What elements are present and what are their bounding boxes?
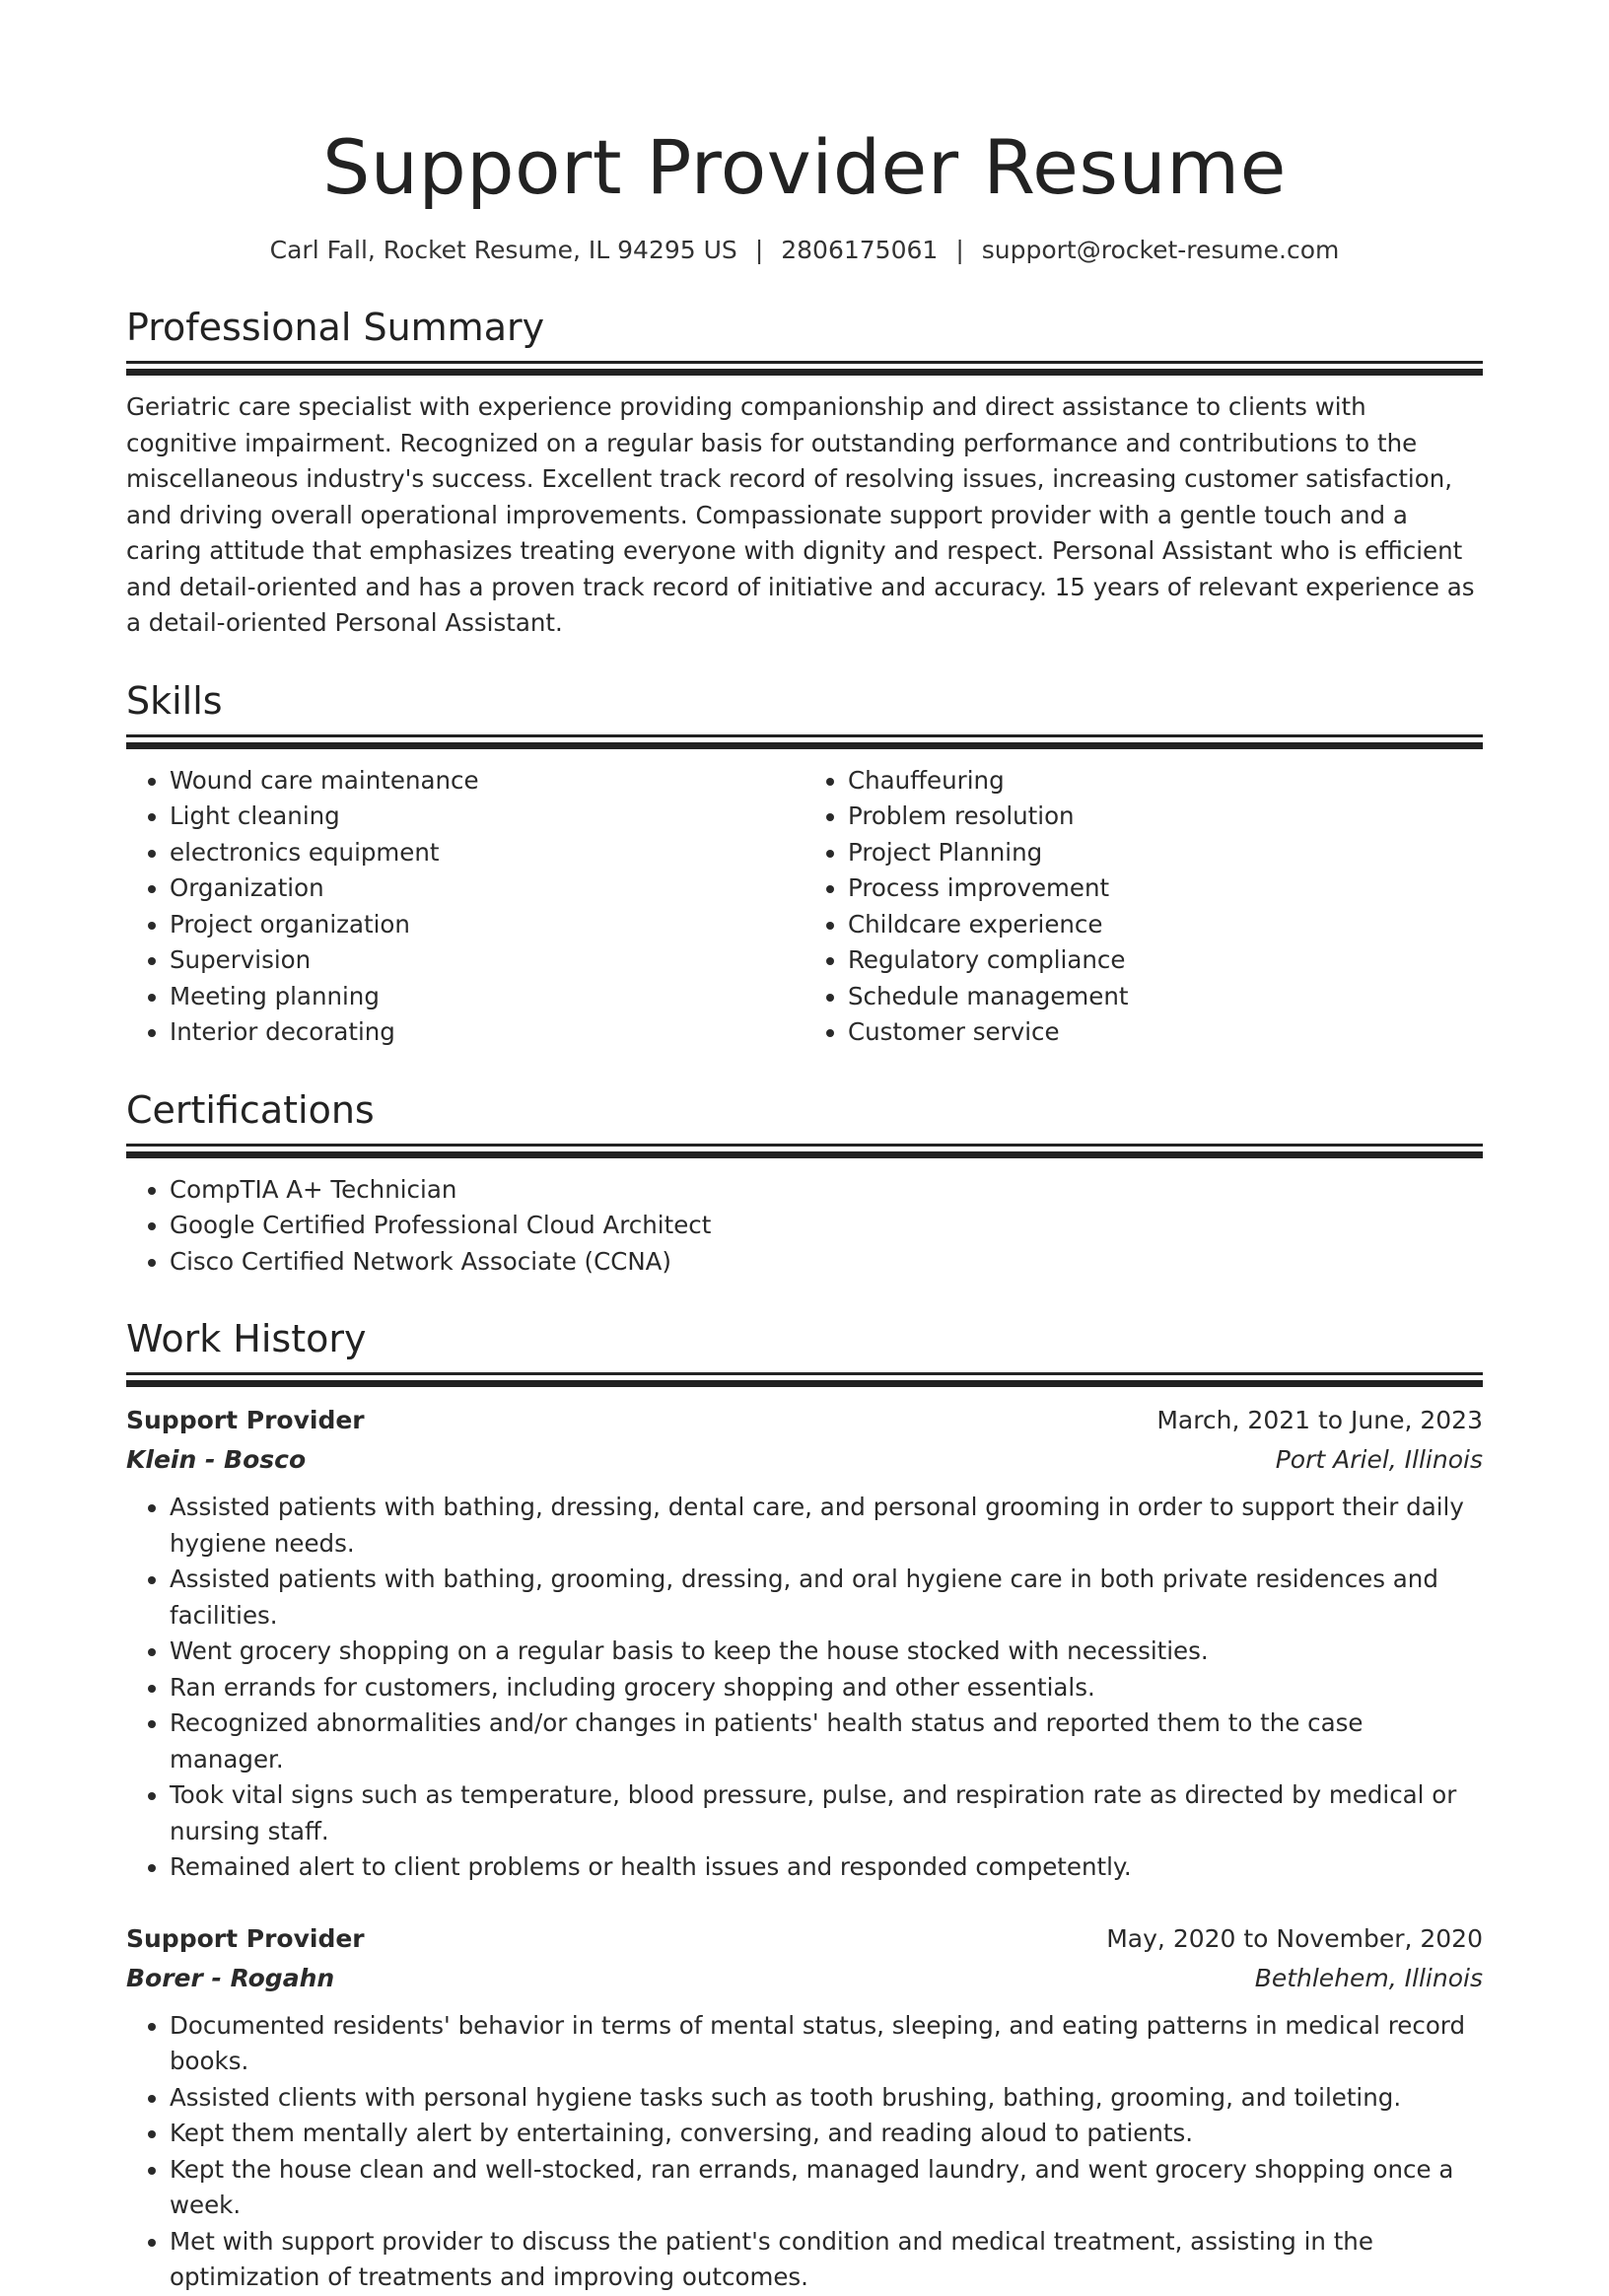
certification-item: • CompTIA A+ Technician xyxy=(170,1172,1483,1209)
job-duty: • Kept them mentally alert by entertaining, conversing, and reading aloud to patients. xyxy=(170,2116,1483,2152)
skill-item: • Process improvement xyxy=(848,870,1483,907)
summary-heading: Professional Summary xyxy=(126,306,545,349)
certification-item: • Cisco Certified Network Associate (CCNA) xyxy=(170,1244,1483,1281)
contact-address: Carl Fall, Rocket Resume, IL 94295 US xyxy=(269,236,737,264)
job-duties xyxy=(126,2008,1483,2296)
job-duty: • Documented residents' behavior in terms of mental status, sleeping, and eating patterns in medical record books. xyxy=(170,2008,1483,2080)
section-divider-thick xyxy=(126,369,1483,376)
contact-separator: | xyxy=(955,236,964,264)
summary-section xyxy=(126,304,1483,642)
contact-phone: 2806175061 xyxy=(781,236,939,264)
skill-item: • Project Planning xyxy=(848,835,1483,871)
job-duty: • Assisted patients with bathing, dressing, dental care, and personal grooming in order to support their daily hygiene needs. xyxy=(170,1490,1483,1562)
job-duty: • Met with support provider to discuss the patient's condition and medical treatment, assisting in the optimization of treatments and improving outcomes. xyxy=(170,2224,1483,2296)
job-header xyxy=(126,1919,1483,1959)
skill-item: • Chauffeuring xyxy=(848,763,1483,800)
job-duty: • Took vital signs such as temperature, blood pressure, pulse, and respiration rate as directed by medical or nursing staff. xyxy=(170,1777,1483,1849)
summary-text: Geriatric care specialist with experience providing companionship and direct assistance to clients with cognitive impairment. Recognized on a regular basis for outstanding performance and contributions to the miscellaneous industry's success. Excellent track record of resolving issues, increasing customer satisfaction, and driving overall operational improvements. Compassionate support provider with a gentle touch and a caring attitude that emphasizes treating everyone with dignity and respect. Personal Assistant who is efficient and detail-oriented and has a proven track record of initiative and accuracy. 15 years of relevant experience as a detail-oriented Personal Assistant. xyxy=(126,392,1475,637)
section-divider xyxy=(126,1372,1483,1375)
skill-item: • Regulatory compliance xyxy=(848,942,1483,979)
section-divider xyxy=(126,734,1483,737)
job-entry xyxy=(126,1919,1483,2296)
job-header xyxy=(126,1401,1483,1440)
contact-email: support@rocket-resume.com xyxy=(981,236,1340,264)
job-location: Bethlehem, Illinois xyxy=(1254,1963,1483,1992)
skill-item: • Organization xyxy=(170,870,804,907)
section-divider-thick xyxy=(126,1380,1483,1387)
certification-item: • Google Certified Professional Cloud Architect xyxy=(170,1208,1483,1244)
work-history-section xyxy=(126,1315,1483,2296)
job-duty: • Assisted clients with personal hygiene tasks such as tooth brushing, bathing, grooming, and toileting. xyxy=(170,2080,1483,2117)
job-company: Borer - Rogahn xyxy=(126,1963,335,1992)
work-history-heading: Work History xyxy=(126,1317,367,1360)
section-divider xyxy=(126,1144,1483,1147)
job-title: Support Provider xyxy=(126,1406,365,1434)
skills-column-left xyxy=(126,763,804,1051)
job-duties xyxy=(126,1490,1483,1886)
certifications-list xyxy=(126,1172,1483,1281)
certifications-heading: Certifications xyxy=(126,1087,375,1132)
certifications-section xyxy=(126,1086,1483,1281)
job-duty: • Assisted patients with bathing, grooming, dressing, and oral hygiene care in both private residences and facilities. xyxy=(170,1562,1483,1634)
job-dates: May, 2020 to November, 2020 xyxy=(1106,1923,1483,1953)
job-duty: • Remained alert to client problems or health issues and responded competently. xyxy=(170,1849,1483,1886)
job-duty: • Went grocery shopping on a regular basis to keep the house stocked with necessities. xyxy=(170,1634,1483,1670)
section-divider xyxy=(126,361,1483,364)
skills-heading: Skills xyxy=(126,678,223,723)
skill-item: • Supervision xyxy=(170,942,804,979)
section-divider-thick xyxy=(126,742,1483,749)
job-dates: March, 2021 to June, 2023 xyxy=(1156,1406,1483,1434)
skill-item: • Customer service xyxy=(848,1014,1483,1051)
skills-columns xyxy=(126,763,1483,1051)
skill-item: • Schedule management xyxy=(848,979,1483,1015)
section-divider-thick xyxy=(126,1151,1483,1158)
resume-title: Support Provider Resume xyxy=(322,123,1287,211)
contact-separator: | xyxy=(754,236,764,264)
job-duty: • Kept the house clean and well-stocked, ran errands, managed laundry, and went grocery shopping once a week. xyxy=(170,2152,1483,2224)
job-company: Klein - Bosco xyxy=(126,1445,307,1474)
skills-column-right xyxy=(804,763,1483,1051)
job-title: Support Provider xyxy=(126,1923,365,1953)
skills-list-left xyxy=(126,763,804,1051)
job-duty: • Ran errands for customers, including grocery shopping and other essentials. xyxy=(170,1670,1483,1706)
skill-item: • Childcare experience xyxy=(848,907,1483,943)
skills-section xyxy=(126,677,1483,1051)
skill-item: • Light cleaning xyxy=(170,799,804,835)
skill-item: • Problem resolution xyxy=(848,799,1483,835)
job-duty: • Recognized abnormalities and/or changes in patients' health status and reported them to the case manager. xyxy=(170,1705,1483,1777)
skill-item: • Meeting planning xyxy=(170,979,804,1015)
skill-item: • Wound care maintenance xyxy=(170,763,804,800)
job-subheader xyxy=(126,1959,1483,1998)
skills-list-right xyxy=(804,763,1483,1051)
job-entry xyxy=(126,1401,1483,1886)
job-subheader xyxy=(126,1440,1483,1480)
skill-item: • Project organization xyxy=(170,907,804,943)
job-location: Port Ariel, Illinois xyxy=(1275,1445,1483,1474)
contact-line xyxy=(126,233,1483,268)
skill-item: • electronics equipment xyxy=(170,835,804,871)
skill-item: • Interior decorating xyxy=(170,1014,804,1051)
